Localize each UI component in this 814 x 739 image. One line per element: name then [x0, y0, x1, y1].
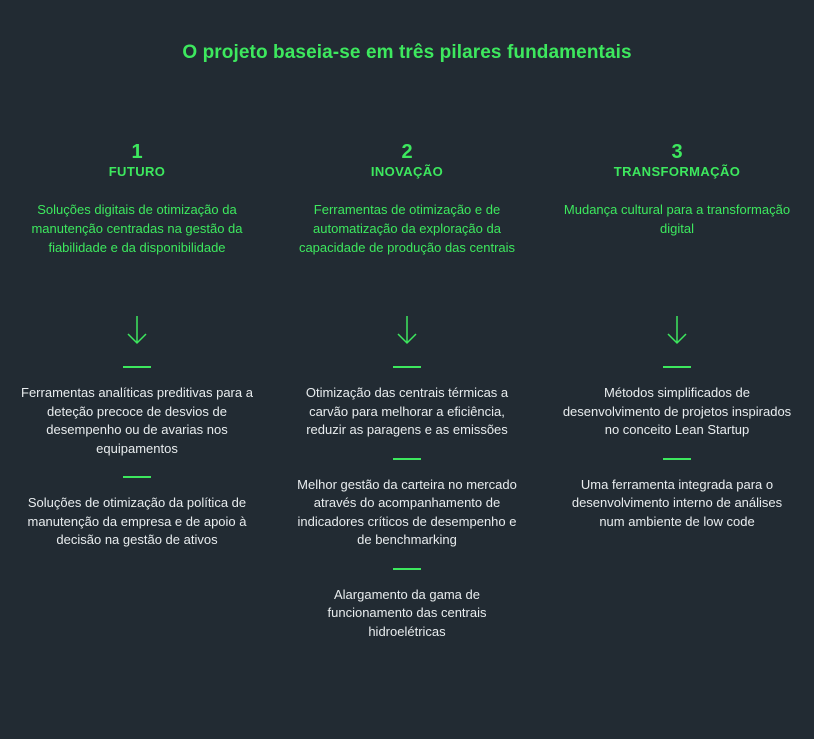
list-item: Alargamento da gama de funcionamento das centrais hidroelétricas [327, 586, 487, 639]
pillar-description: Ferramentas de otimização e de automatização da exploração da capacidade de produção das centrais [298, 202, 516, 255]
pillar-number: 3 [671, 141, 683, 163]
arrow-down-icon [666, 314, 688, 346]
divider [663, 458, 691, 460]
divider [393, 568, 421, 570]
pillar-name: INOVAÇÃO [370, 164, 444, 179]
pillar-transformacao [557, 141, 797, 549]
pillar-futuro [17, 141, 257, 568]
list-item: Ferramentas analíticas preditivas para a deteção precoce de desvios de desempenho ou de avarias nos equipamentos [21, 385, 253, 456]
pillar-description: Soluções digitais de otimização da manutenção centradas na gestão da fiabilidade e da disponibilidade [31, 202, 243, 255]
list-item: Soluções de otimização da política de manutenção da empresa e de apoio à decisão na gestão de ativos [27, 495, 247, 547]
pillar-name: TRANSFORMAÇÃO [613, 164, 741, 179]
list-item: Melhor gestão da carteira no mercado através do acompanhamento de indicadores críticos de desempenho e de benchmarking [297, 476, 517, 547]
pillar-number: 2 [401, 141, 413, 163]
page-title: O projeto baseia-se em três pilares fundamentais [182, 42, 632, 63]
divider [663, 366, 691, 368]
pillar-number: 1 [131, 141, 143, 163]
list-item: Métodos simplificados de desenvolvimento de projetos inspirados no conceito Lean Startup [562, 385, 792, 437]
pillar-description: Mudança cultural para a transformação digital [563, 202, 791, 236]
list-item: Otimização das centrais térmicas a carvão para melhorar a eficiência, reduzir as paragens e as emissões [305, 385, 509, 437]
divider [393, 458, 421, 460]
divider [123, 476, 151, 478]
list-item: Uma ferramenta integrada para o desenvolvimento interno de análises num ambiente de low code [571, 476, 783, 529]
arrow-down-icon [396, 314, 418, 346]
pillar-name: FUTURO [108, 164, 166, 179]
pillar-inovacao [287, 141, 527, 659]
divider [393, 366, 421, 368]
arrow-down-icon [126, 314, 148, 346]
divider [123, 366, 151, 368]
